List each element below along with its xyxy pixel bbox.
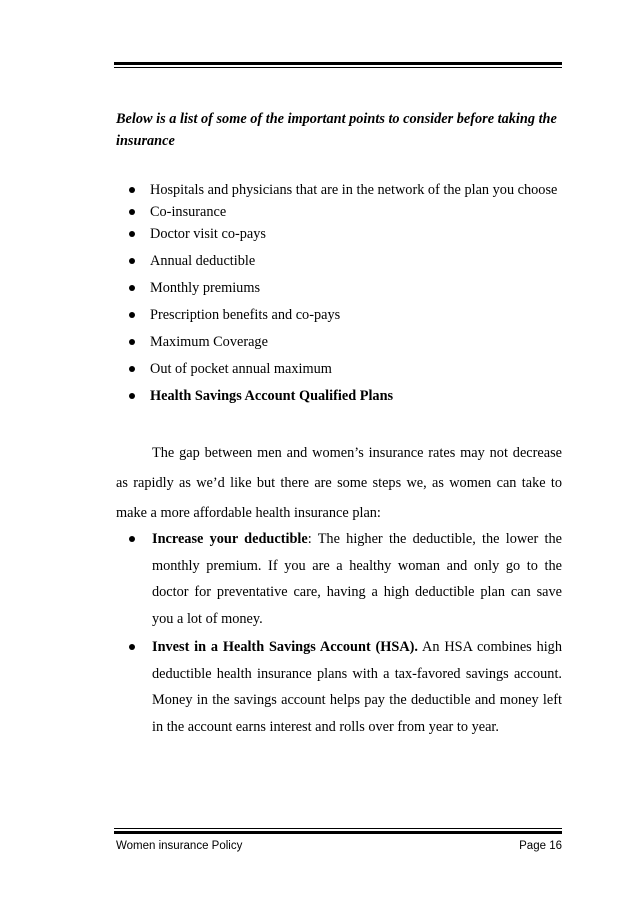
considerations-list xyxy=(150,180,562,406)
step-text: : The higher the deductible, the lower the monthly premium. If you are a healthy woman and only go to the doctor for preventative care, having a high deductible plan can save you a lot of money. xyxy=(152,531,562,627)
page-number: Page 16 xyxy=(519,840,562,852)
steps-list xyxy=(152,526,562,740)
list-item: Prescription benefits and co-pays xyxy=(150,305,562,325)
list-item: Maximum Coverage xyxy=(150,332,562,352)
header-rule-thin xyxy=(114,67,562,68)
list-item: Hospitals and physicians that are in the network of the plan you choose xyxy=(150,180,562,200)
footer-title: Women insurance Policy xyxy=(116,840,243,852)
list-item: Annual deductible xyxy=(150,251,562,271)
list-item: Monthly premiums xyxy=(150,278,562,298)
step-title: Increase your deductible xyxy=(152,531,308,547)
step-text: An HSA combines high deductible health insurance plans with a tax-favored savings account. Money in the savings account helps pay the deductible and money left in the account earns interest and rolls over from year to year. xyxy=(152,639,562,735)
intro-heading: Below is a list of some of the important points to consider before taking the insurance xyxy=(116,111,557,149)
list-item: Out of pocket annual maximum xyxy=(150,359,562,379)
footer-rule-thin xyxy=(114,828,562,829)
list-item: Doctor visit co-pays xyxy=(150,224,562,244)
list-item: Co-insurance xyxy=(150,202,562,222)
header-rule-thick xyxy=(114,62,562,65)
list-item: Health Savings Account Qualified Plans xyxy=(150,386,562,406)
list-item xyxy=(152,634,562,740)
footer-rule-thick xyxy=(114,831,562,834)
step-title: Invest in a Health Savings Account (HSA). xyxy=(152,639,419,655)
list-item xyxy=(152,526,562,632)
body-paragraph: The gap between men and women’s insurance rates may not decrease as rapidly as we’d like but there are some steps we, as women can take to make a more affordable health insurance plan: xyxy=(116,445,562,521)
